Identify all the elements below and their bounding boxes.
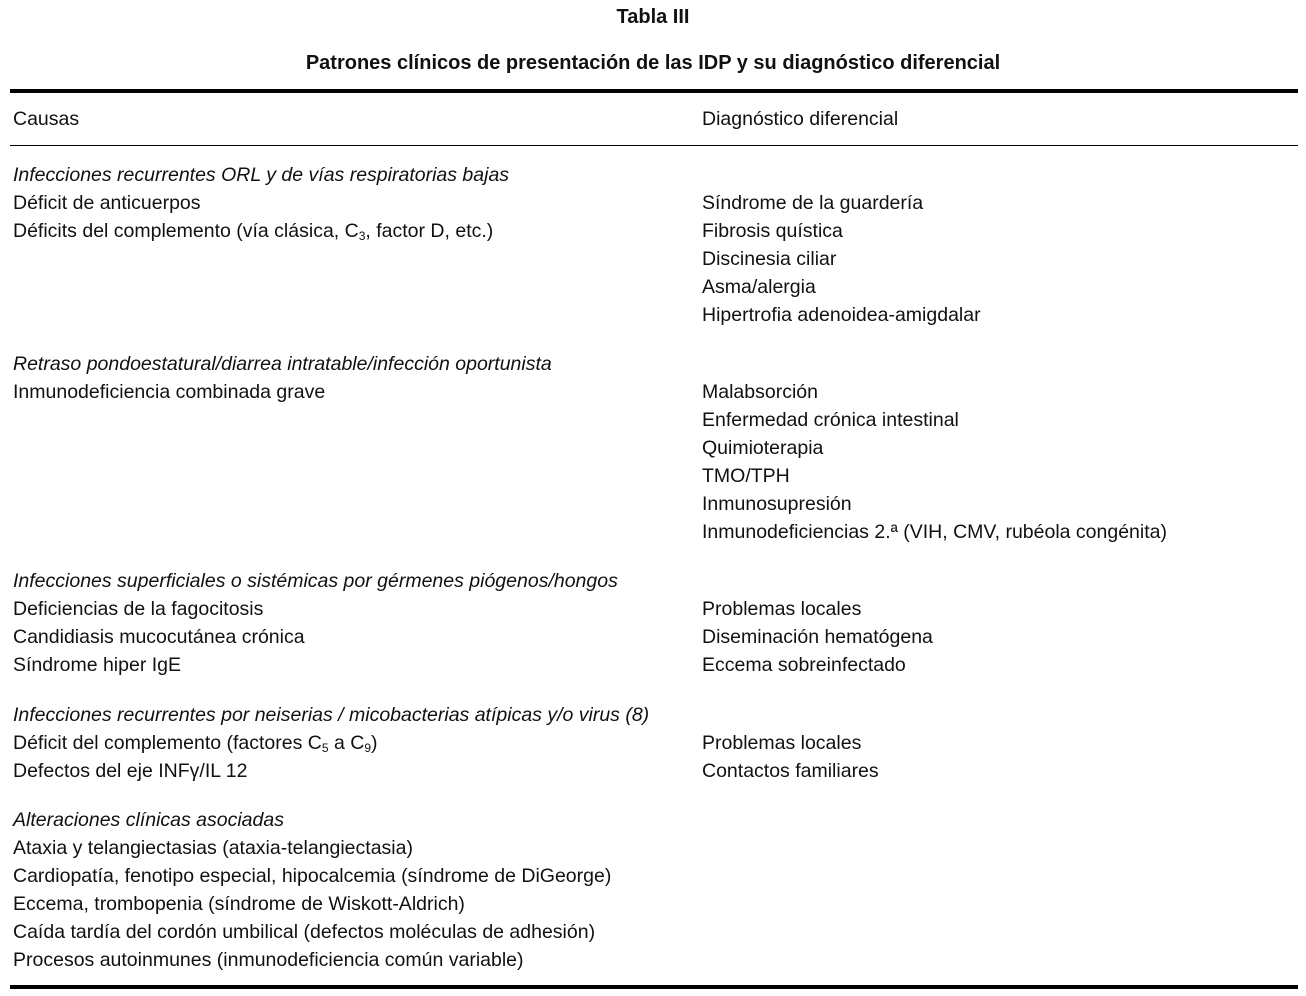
cause-item: Eccema, trombopenia (síndrome de Wiskott-Aldrich)	[13, 893, 465, 915]
table-caption: Patrones clínicos de presentación de las IDP y su diagnóstico diferencial	[305, 52, 1001, 74]
cause-item: Caída tardía del cordón umbilical (defectos moléculas de adhesión)	[13, 921, 596, 943]
rule-bottom	[10, 985, 1298, 989]
cause-item: Ataxia y telangiectasias (ataxia-telangiectasia)	[13, 837, 413, 859]
section-heading: Alteraciones clínicas asociadas	[13, 809, 284, 831]
differential-item: Contactos familiares	[702, 760, 879, 782]
section-heading: Infecciones recurrentes por neiserias / micobacterias atípicas y/o virus (8)	[13, 704, 650, 726]
differential-item: Hipertrofia adenoidea-amigdalar	[702, 304, 981, 326]
cause-item: Defectos del eje INFγ/IL 12	[13, 760, 248, 782]
cause-item: Déficit del complemento (factores $C_5$ a $C_9$)	[13, 732, 378, 755]
differential-item: Diseminación hematógena	[702, 626, 933, 648]
differential-item: Asma/alergia	[702, 276, 816, 298]
differential-item: Eccema sobreinfectado	[702, 654, 906, 676]
differential-item: Problemas locales	[702, 732, 862, 754]
table-number: Tabla III	[616, 6, 690, 28]
section-causes	[13, 378, 325, 406]
differential-item: Síndrome de la guardería	[702, 192, 924, 214]
differential-item: Problemas locales	[702, 598, 862, 620]
cause-item: Procesos autoinmunes (inmunodeficiencia común variable)	[13, 949, 524, 971]
cause-item: Déficits del complemento (vía clásica, $C_3$, factor D, etc.)	[13, 220, 494, 243]
cause-item: Deficiencias de la fagocitosis	[13, 598, 264, 620]
section-differential	[702, 378, 1167, 546]
section-causes	[13, 729, 378, 785]
section-differential	[702, 729, 879, 785]
section-heading: Infecciones recurrentes ORL y de vías respiratorias bajas	[13, 164, 510, 186]
section-causes	[13, 189, 493, 245]
differential-item: Quimioterapia	[702, 437, 824, 459]
differential-item: Inmunosupresión	[702, 493, 852, 515]
rule-top	[10, 89, 1298, 93]
differential-item: Discinesia ciliar	[702, 248, 837, 270]
header-causes: Causas	[13, 108, 80, 130]
section-heading: Infecciones superficiales o sistémicas por gérmenes piógenos/hongos	[13, 570, 618, 592]
cause-item: Déficit de anticuerpos	[13, 192, 201, 214]
section-heading: Retraso pondoestatural/diarrea intratable/infección oportunista	[13, 353, 552, 375]
differential-item: TMO/TPH	[702, 465, 790, 487]
differential-item: Enfermedad crónica intestinal	[702, 409, 959, 431]
differential-item: Fibrosis quística	[702, 220, 843, 242]
differential-item: Inmunodeficiencias 2.ª (VIH, CMV, rubéola congénita)	[702, 521, 1167, 543]
section-causes	[13, 595, 305, 679]
section-differential	[702, 595, 933, 679]
rule-header	[10, 145, 1298, 146]
header-differential: Diagnóstico diferencial	[702, 108, 899, 130]
cause-item: Síndrome hiper IgE	[13, 654, 182, 676]
cause-item: Inmunodeficiencia combinada grave	[13, 381, 326, 403]
section-causes	[13, 834, 611, 974]
differential-item: Malabsorción	[702, 381, 818, 403]
cause-item: Cardiopatía, fenotipo especial, hipocalcemia (síndrome de DiGeorge)	[13, 865, 612, 887]
cause-item: Candidiasis mucocutánea crónica	[13, 626, 305, 648]
section-differential	[702, 189, 981, 329]
